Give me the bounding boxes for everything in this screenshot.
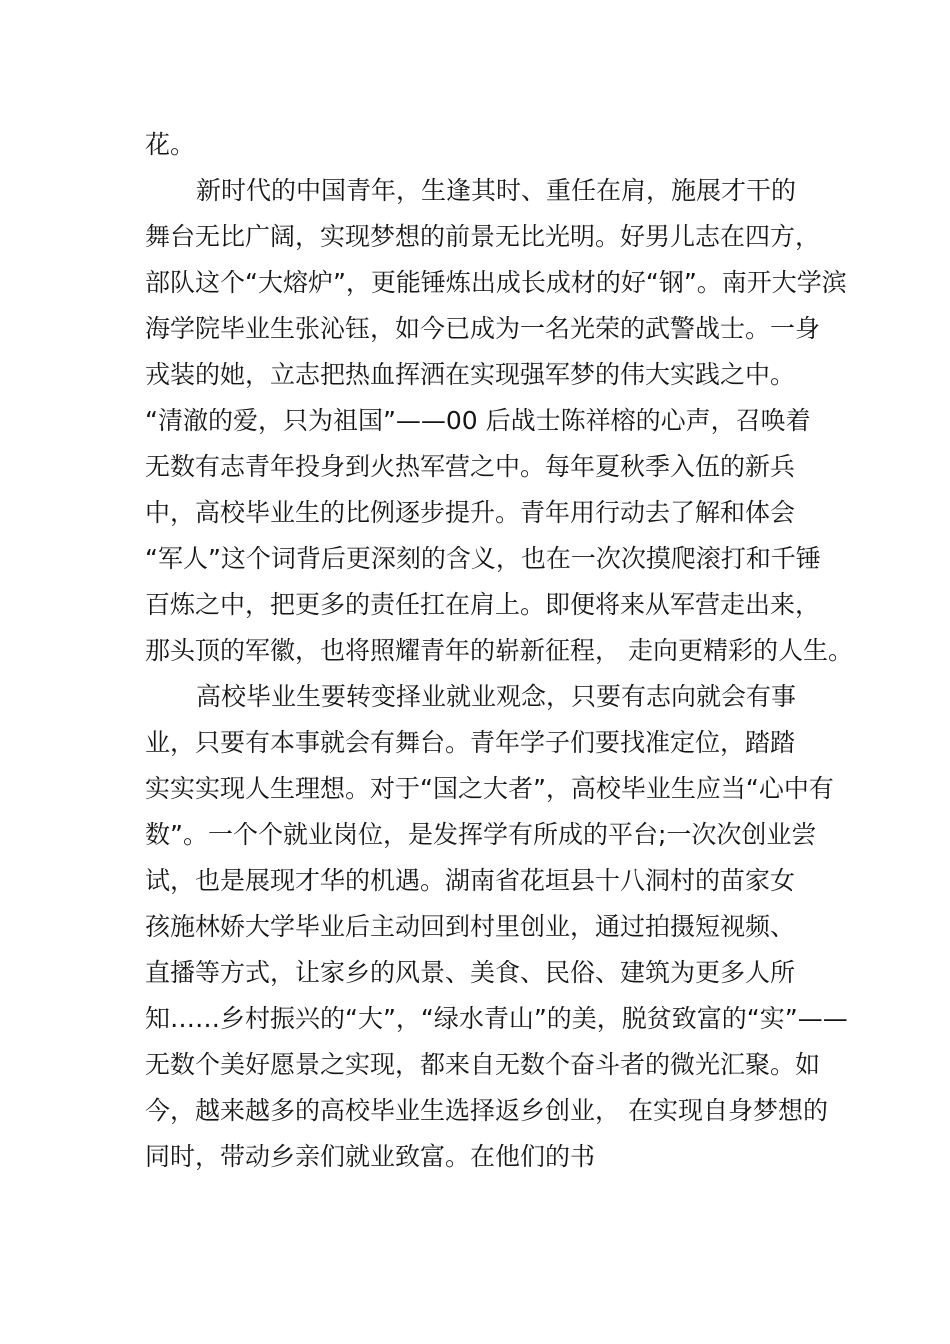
text-line: 业，只要有本事就会有舞台。青年学子们要找准定位，踏踏 [145, 728, 796, 757]
text-line: 数”。一个个就业岗位，是发挥学有所成的平台;一次次创业尝 [145, 820, 817, 849]
text-line: 直播等方式，让家乡的风景、美食、民俗、建筑为更多人所 [145, 958, 796, 987]
text-line: 试，也是展现才华的机遇。湖南省花垣县十八洞村的苗家女 [145, 866, 796, 895]
text-line: “清澈的爱，只为祖国”——00 后战士陈祥榕的心声，召唤着 [145, 406, 811, 435]
text-line: 无数个美好愿景之实现，都来自无数个奋斗者的微光汇聚。如 [145, 1050, 821, 1079]
text-line: 部队这个“大熔炉”，更能锤炼出成长成材的好“钢”。南开大学滨 [145, 268, 847, 297]
text-line: 中，高校毕业生的比例逐步提升。青年用行动去了解和体会 [145, 498, 796, 527]
paragraph-first-line: 高校毕业生要转变择业就业观念，只要有志向就会有事 [196, 682, 797, 711]
text-line: 那头顶的军徽，也将照耀青年的崭新征程， 走向更精彩的人生。 [145, 636, 853, 665]
text-line: 花。 [145, 130, 196, 159]
text-line: 今，越来越多的高校毕业生选择返乡创业， 在实现自身梦想的 [145, 1096, 828, 1125]
text-line: 同时，带动乡亲们就业致富。在他们的书 [145, 1142, 596, 1171]
paragraph-first-line: 新时代的中国青年，生逢其时、重任在肩，施展才干的 [196, 176, 797, 205]
text-line: 知……乡村振兴的“大”，“绿水青山”的美，脱贫致富的“实”—— [145, 1004, 848, 1033]
text-line: 实实实现人生理想。对于“国之大者”，高校毕业生应当“心中有 [145, 774, 834, 803]
text-line: 舞台无比广阔，实现梦想的前景无比光明。好男儿志在四方， [145, 222, 821, 251]
text-line: 孩施林娇大学毕业后主动回到村里创业，通过拍摄短视频、 [145, 912, 796, 941]
text-line: 无数有志青年投身到火热军营之中。每年夏秋季入伍的新兵 [145, 452, 796, 481]
text-line: 海学院毕业生张沁钰，如今已成为一名光荣的武警战士。一身 [145, 314, 821, 343]
text-line: “军人”这个词背后更深刻的含义，也在一次次摸爬滚打和千锤 [145, 544, 821, 573]
text-line: 戎装的她，立志把热血挥洒在实现强军梦的伟大实践之中。 [145, 360, 796, 389]
text-line: 百炼之中，把更多的责任扛在肩上。即便将来从军营走出来， [145, 590, 821, 619]
